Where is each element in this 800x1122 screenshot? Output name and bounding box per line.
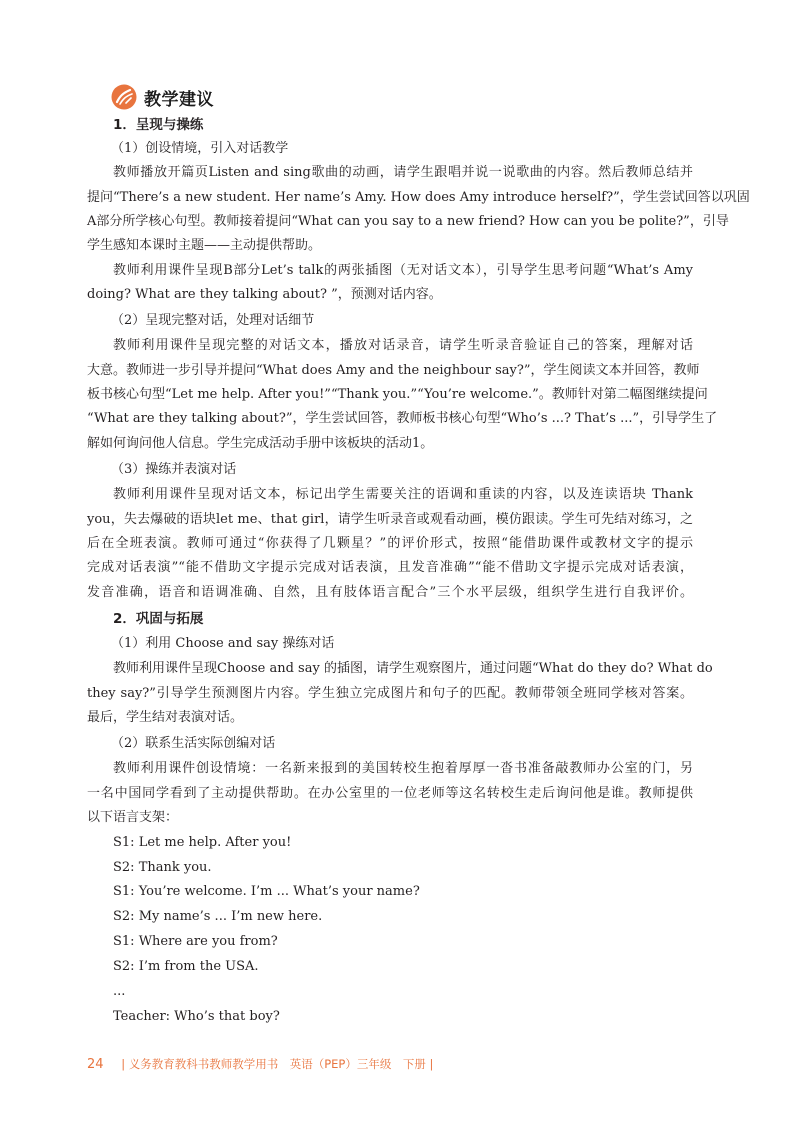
dialogue-line: ...	[113, 984, 126, 999]
paragraph-line: 以下语言支架：	[87, 810, 179, 825]
book-title: | 义务教育教科书教师教学用书 英语（PEP）三年级 下册 |	[121, 1057, 434, 1071]
section-header	[111, 82, 214, 112]
paragraph-line: you，失去爆破的语块let me、that girl，请学生听录音或观看动画，模仿跟读。学生可先结对练习，之	[87, 512, 693, 527]
dialogue-line: S2: My name’s ... I’m new here.	[113, 909, 323, 924]
heading-2: 2．巩固与拓展	[113, 611, 204, 627]
paragraph-line: 教师利用课件呈现对话文本，标记出学生需要关注的语调和重读的内容，以及连读语块 Thank	[113, 487, 693, 502]
dialogue-line: S1: Where are you from?	[113, 934, 278, 949]
subheading-1-1: （1）创设情境，引入对话教学	[111, 141, 289, 156]
paragraph-line: 教师利用课件创设情境：一名新来报到的美国转校生抱着厚厚一沓书准备敲教师办公室的门，另	[113, 761, 693, 776]
paragraph-line: 板书核心句型“Let me help. After you!”“Thank you.”“You’re welcome.”。教师针对第二幅图继续提问	[87, 387, 708, 402]
subheading-1-2: （2）呈现完整对话，处理对话细节	[111, 313, 315, 328]
subheading-2-2: （2）联系生活实际创编对话	[111, 736, 276, 751]
subheading-2-1: （1）利用 Choose and say 操练对话	[111, 636, 335, 651]
heading-1: 1．呈现与操练	[113, 117, 204, 133]
page-footer	[87, 1056, 433, 1072]
paragraph-line: 学生感知本课时主题——主动提供帮助。	[87, 238, 322, 253]
dialogue-line: S1: Let me help. After you!	[113, 835, 292, 850]
pencil-badge-icon	[111, 84, 137, 110]
paragraph-line: they say?”引导学生预测图片内容。学生独立完成图片和句子的匹配。教师带领全班同学核对答案。	[87, 686, 693, 701]
dialogue-line: S2: I’m from the USA.	[113, 959, 259, 974]
paragraph-line: 教师利用课件呈现完整的对话文本，播放对话录音，请学生听录音验证自己的答案，理解对话	[113, 338, 693, 353]
dialogue-line: S2: Thank you.	[113, 860, 212, 875]
paragraph-line: A部分所学核心句型。教师接着提问“What can you say to a new friend? How can you be polite?”，引导	[87, 214, 729, 229]
paragraph-line: 教师利用课件呈现B部分Let’s talk的两张插图（无对话文本），引导学生思考问题“What’s Amy	[113, 263, 693, 278]
paragraph-line: 一名中国同学看到了主动提供帮助。在办公室里的一位老师等这名转校生走后询问他是谁。教师提供	[87, 786, 693, 801]
paragraph-line: “What are they talking about?”，学生尝试回答，教师板书核心句型“Who’s ...? That’s ...”，引导学生了	[87, 411, 718, 426]
paragraph-line: 解如何询问他人信息。学生完成活动手册中该板块的活动1。	[87, 436, 434, 451]
page-number: 24	[87, 1057, 104, 1072]
paragraph-line: 大意。教师进一步引导并提问“What does Amy and the neighbour say?”，学生阅读文本并回答，教师	[87, 363, 700, 378]
paragraph-line: 发音准确，语音和语调准确、自然，且有肢体语言配合”三个水平层级，组织学生进行自我评价。	[87, 585, 693, 600]
paragraph-line: 教师播放开篇页Listen and sing歌曲的动画，请学生跟唱并说一说歌曲的内容。然后教师总结并	[113, 165, 693, 180]
paragraph-line: 提问“There’s a new student. Her name’s Amy. How does Amy introduce herself?”，学生尝试回答以巩固	[87, 190, 750, 205]
dialogue-line: S1: You’re welcome. I’m ... What’s your name?	[113, 884, 420, 899]
section-title: 教学建议	[144, 89, 214, 110]
paragraph-line: doing? What are they talking about? ”，预测对话内容。	[87, 287, 442, 302]
paragraph-line: 完成对话表演”“能不借助文字提示完成对话表演，且发音准确”“能不借助文字提示完成对话表演，	[87, 560, 693, 575]
paragraph-line: 后在全班表演。教师可通过“你获得了几颗星？”的评价形式，按照“能借助课件或教材文字的提示	[87, 536, 693, 551]
paragraph-line: 教师利用课件呈现Choose and say 的插图，请学生观察图片，通过问题“What do they do? What do	[113, 661, 713, 676]
dialogue-line: Teacher: Who’s that boy?	[113, 1009, 280, 1024]
subheading-1-3: （3）操练并表演对话	[111, 462, 237, 477]
paragraph-line: 最后，学生结对表演对话。	[87, 710, 244, 725]
